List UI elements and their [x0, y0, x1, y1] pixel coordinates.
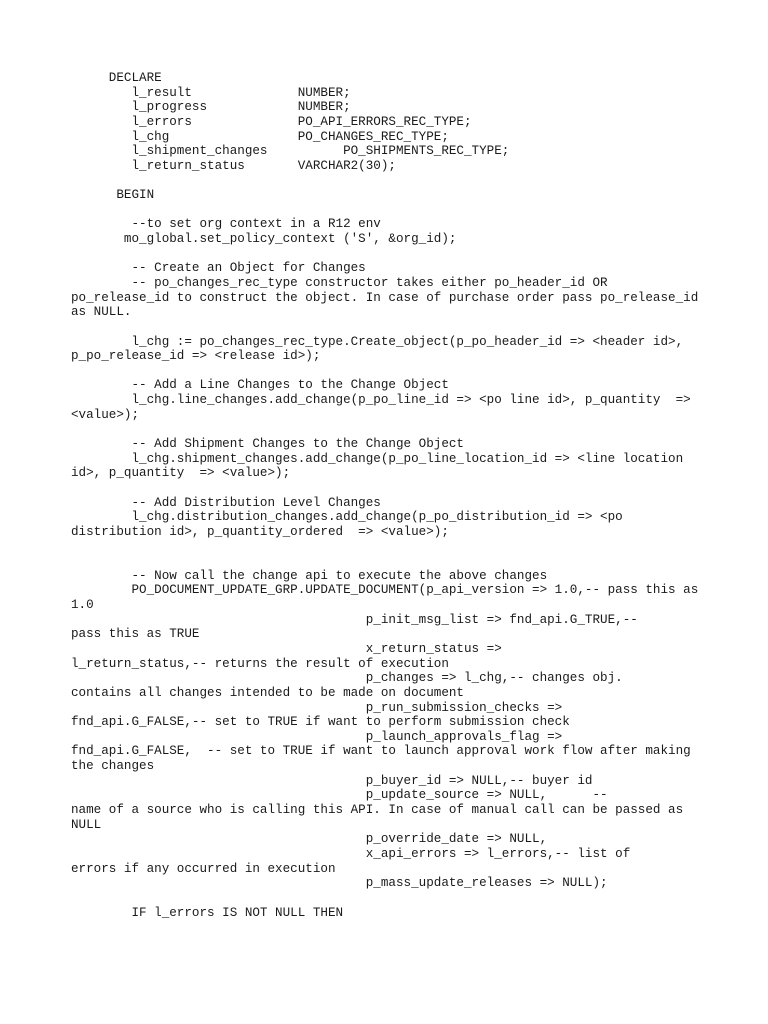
code-line: DECLARE: [71, 71, 162, 85]
code-line: -- Now call the change api to execute the above changes: [71, 568, 548, 583]
blank-line: [71, 320, 711, 335]
code-line: l_return_status,-- returns the result of execution: [71, 656, 449, 671]
code-line: l_return_status VARCHAR2(30);: [71, 158, 396, 173]
code-listing: [71, 71, 711, 920]
code-line: <value>);: [71, 407, 140, 422]
code-line: distribution id>, p_quantity_ordered => <value>);: [71, 524, 449, 539]
code-line: l_chg.shipment_changes.add_change(p_po_line_location_id => <line location: [71, 451, 684, 466]
code-line: -- Add Distribution Level Changes: [71, 495, 381, 510]
code-line: p_update_source => NULL, --: [71, 788, 608, 803]
code-line: p_launch_approvals_flag =>: [71, 729, 563, 744]
code-line: l_chg.distribution_changes.add_change(p_po_distribution_id => <po: [71, 510, 623, 525]
blank-line: [71, 203, 711, 218]
code-line: po_release_id to construct the object. In case of purchase order pass po_release_id: [71, 290, 699, 305]
code-line: p_buyer_id => NULL,-- buyer id: [71, 773, 593, 788]
code-line: p_mass_update_releases => NULL);: [71, 876, 608, 891]
code-line: pass this as TRUE: [71, 627, 200, 642]
code-line: p_changes => l_chg,-- changes obj.: [71, 671, 623, 686]
blank-line: [71, 481, 711, 496]
blank-line: [71, 554, 711, 569]
code-line: --to set org context in a R12 env: [71, 217, 381, 232]
blank-line: [71, 891, 711, 906]
code-line: p_override_date => NULL,: [71, 832, 548, 847]
code-line: p_run_submission_checks =>: [71, 700, 563, 715]
code-line: contains all changes intended to be made on document: [71, 685, 464, 700]
code-line: x_return_status =>: [71, 641, 502, 656]
code-line: fnd_api.G_FALSE, -- set to TRUE if want to launch approval work flow after making: [71, 744, 691, 759]
code-line: mo_global.set_policy_context ('S', &org_id);: [71, 232, 457, 247]
code-line: -- Add a Line Changes to the Change Object: [71, 378, 449, 393]
blank-line: [71, 173, 711, 188]
code-line: l_chg.line_changes.add_change(p_po_line_id => <po line id>, p_quantity =>: [71, 393, 691, 408]
code-line: l_chg PO_CHANGES_REC_TYPE;: [71, 129, 449, 144]
code-line: l_result NUMBER;: [71, 85, 351, 100]
code-line: as NULL.: [71, 305, 132, 320]
code-line: l_progress NUMBER;: [71, 100, 351, 115]
code-line: fnd_api.G_FALSE,-- set to TRUE if want to perform submission check: [71, 715, 570, 730]
code-line: id>, p_quantity => <value>);: [71, 466, 291, 481]
blank-line: [71, 364, 711, 379]
code-line: 1.0: [71, 598, 94, 613]
code-line: IF l_errors IS NOT NULL THEN: [71, 905, 344, 920]
blank-line: [71, 422, 711, 437]
blank-line: [71, 247, 711, 262]
code-line: l_chg := po_changes_rec_type.Create_object(p_po_header_id => <header id>,: [71, 334, 684, 349]
blank-line: [71, 540, 711, 555]
code-line: p_init_msg_list => fnd_api.G_TRUE,--: [71, 612, 638, 627]
code-line: BEGIN: [71, 188, 155, 203]
code-line: -- Add Shipment Changes to the Change Object: [71, 437, 464, 452]
code-line: name of a source who is calling this API. In case of manual call can be passed as: [71, 803, 684, 818]
code-line: -- Create an Object for Changes: [71, 261, 366, 276]
code-line: NULL: [71, 817, 102, 832]
code-line: p_po_release_id => <release id>);: [71, 349, 321, 364]
code-line: x_api_errors => l_errors,-- list of: [71, 846, 631, 861]
code-line: PO_DOCUMENT_UPDATE_GRP.UPDATE_DOCUMENT(p_api_version => 1.0,-- pass this as: [71, 583, 699, 598]
code-line: l_errors PO_API_ERRORS_REC_TYPE;: [71, 114, 472, 129]
code-line: l_shipment_changes PO_SHIPMENTS_REC_TYPE;: [71, 144, 510, 159]
code-line: errors if any occurred in execution: [71, 861, 336, 876]
code-line: the changes: [71, 759, 155, 774]
code-line: -- po_changes_rec_type constructor takes either po_header_id OR: [71, 275, 608, 290]
